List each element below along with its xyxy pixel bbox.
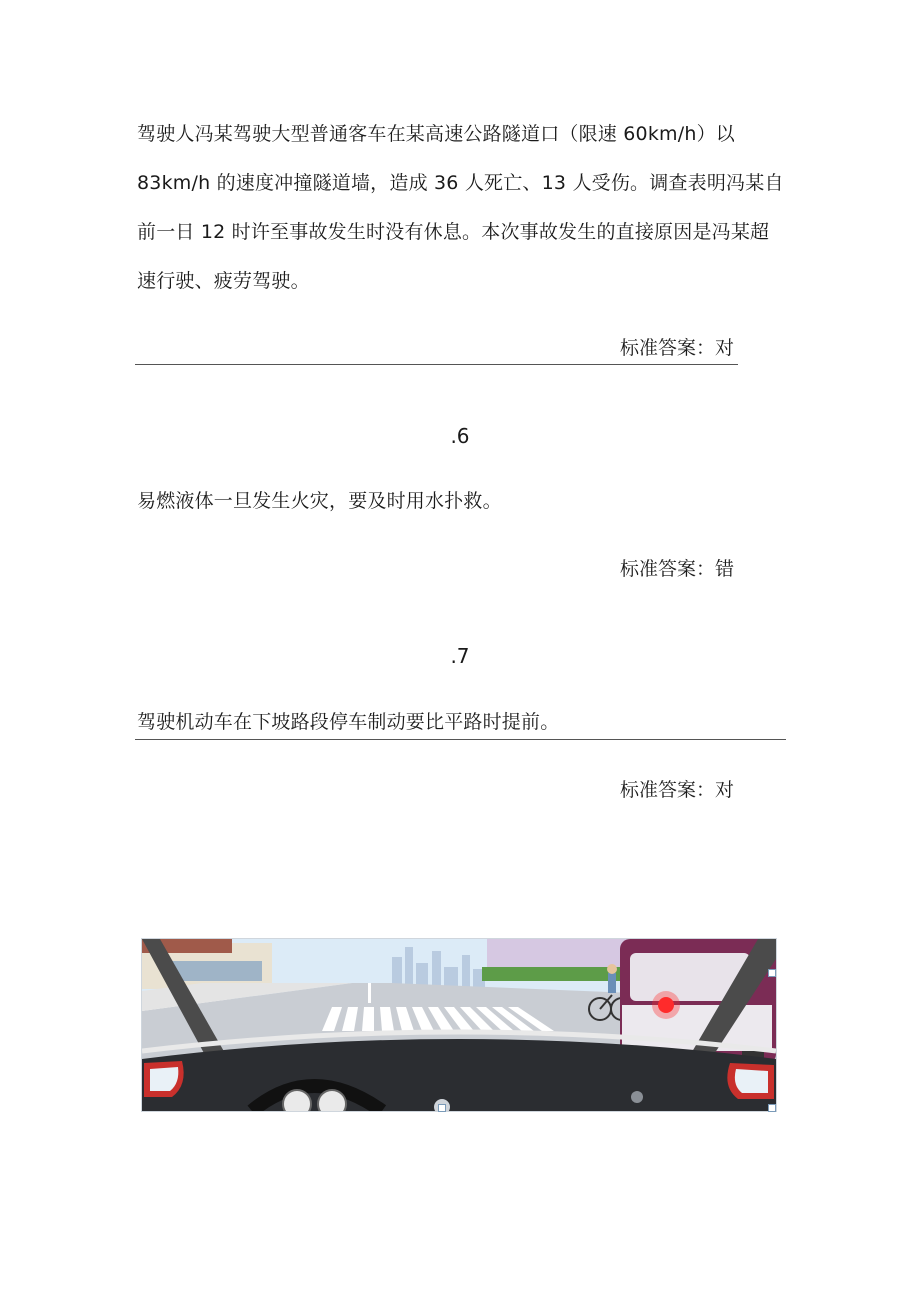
divider xyxy=(135,739,786,740)
question-5-text: 驾驶人冯某驾驶大型普通客车在某高速公路隧道口（限速 60km/h）以 83km/h 的速度冲撞隧道墙，造成 36 人死亡、13 人受伤。调查表明冯某自前一日 12 时许至事故发生时没有休息。本次事故发生的直接原因是冯某超速行驶、疲劳驾驶。 xyxy=(137,123,784,292)
image-resize-handle[interactable] xyxy=(768,1104,776,1112)
question-6-answer: 标准答案：错 xyxy=(619,558,734,580)
image-resize-handle[interactable] xyxy=(438,1104,446,1112)
brake-light xyxy=(658,997,674,1013)
divider xyxy=(135,364,738,365)
question-7-text: 驾驶机动车在下坡路段停车制动要比平路时提前。 xyxy=(137,711,560,733)
left-building-windows xyxy=(172,961,262,981)
right-mirror-glass xyxy=(735,1069,768,1093)
question-5-answer: 标准答案：对 xyxy=(619,337,734,359)
question-6-number: .6 xyxy=(450,424,470,448)
lane-marking xyxy=(368,983,371,1003)
dashboard xyxy=(142,1039,776,1111)
driving-scene-illustration xyxy=(141,938,777,1112)
question-7-number: .7 xyxy=(450,644,470,668)
question-6-text: 易燃液体一旦发生火灾，要及时用水扑救。 xyxy=(137,490,502,512)
driving-scene-svg xyxy=(142,939,776,1111)
hedge xyxy=(482,967,622,981)
image-resize-handle[interactable] xyxy=(768,969,776,977)
tachometer xyxy=(318,1090,346,1111)
speedometer xyxy=(283,1090,311,1111)
question-7-answer: 标准答案：对 xyxy=(619,779,734,801)
air-vent xyxy=(631,1091,643,1103)
